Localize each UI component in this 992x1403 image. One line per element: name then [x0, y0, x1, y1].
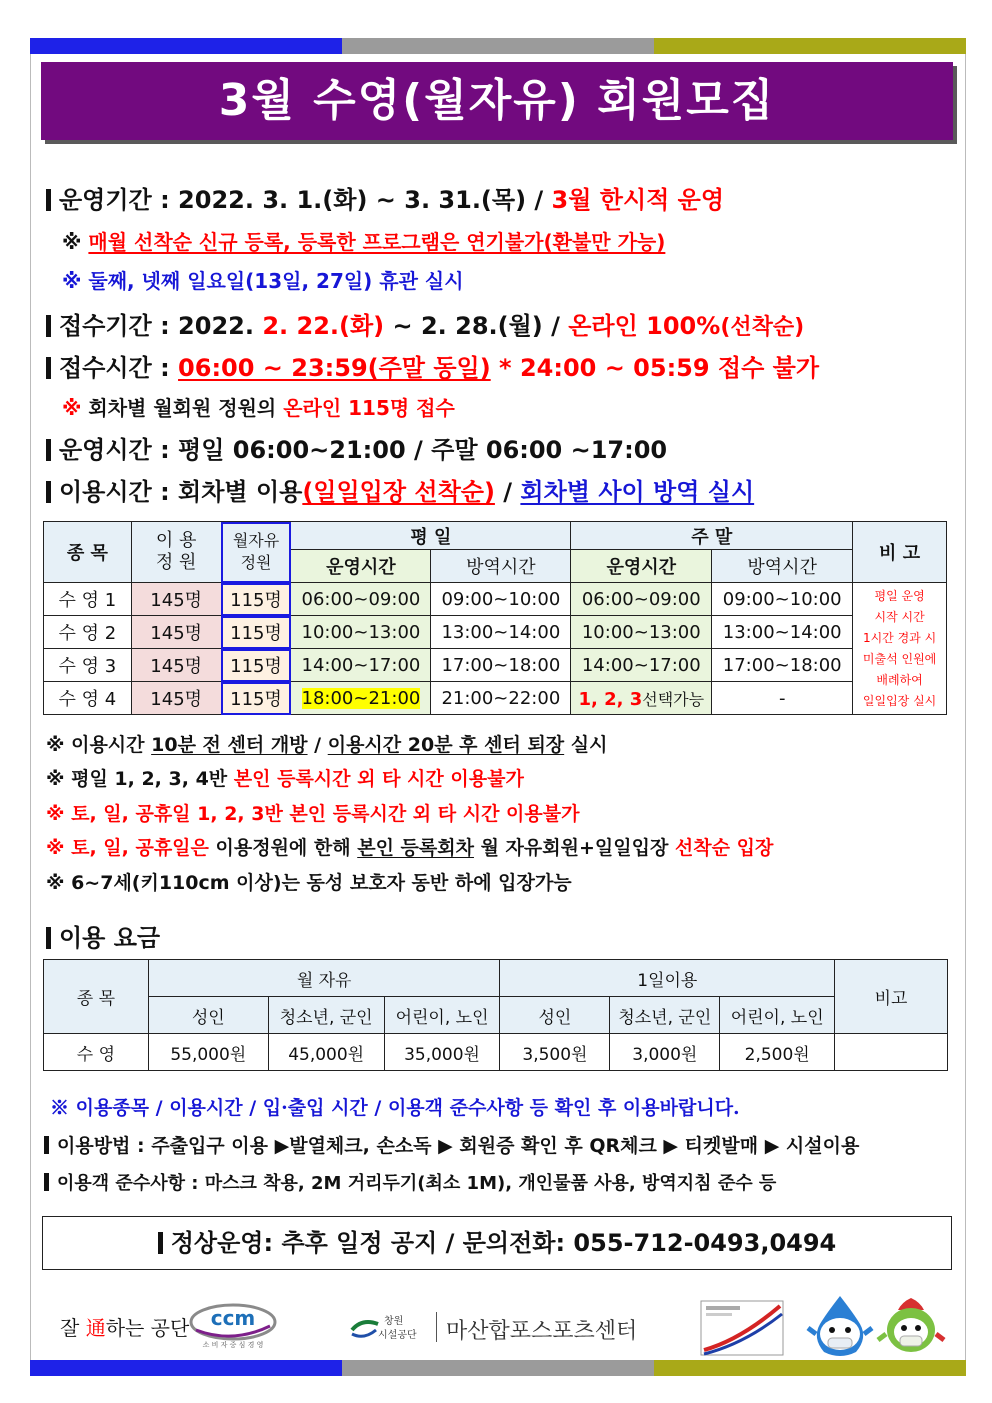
bullet-marker [46, 357, 51, 379]
customer-rules-text: 이용객 준수사항 : 마스크 착용, 2M 거리두기(최소 1M), 개인물품 사용, 방역지침 준수 등 [57, 1173, 777, 1194]
header-weekend-dis: 방역시간 [712, 550, 853, 583]
certificate-mark-icon [700, 1300, 784, 1356]
fee-header-adult: 성인 [148, 997, 268, 1034]
page-title: 3월 수영(월자유) 회원모집 [41, 62, 953, 140]
slogan-logo [60, 1312, 189, 1341]
bullet-marker [46, 315, 51, 337]
rule-line-5: ※ 6~7세(키110cm 이상)는 동성 보호자 동반 하에 입장가능 [46, 872, 572, 894]
slogan-b: 通 [85, 1316, 106, 1340]
header-weekday-op: 운영시간 [291, 550, 431, 583]
fee-daily-child: 2,500원 [720, 1034, 835, 1071]
fees-heading-text: 이용 요금 [59, 924, 161, 952]
weekend-select: 선택가능 [642, 689, 705, 709]
note2-line: ※ 둘째, 넷째 일요일(13일, 27일) 휴관 실시 [62, 269, 464, 293]
fee-header-child: 어린이, 노인 [720, 997, 835, 1034]
notice-line: ※ 이용종목 / 이용시간 / 입·출입 시간 / 이용객 준수사항 등 확인 후 이용바랍니다. [50, 1097, 740, 1119]
note1-text: 매월 선착순 신규 등록, 등록한 프로그램은 연기불가(환불만 가능) [88, 230, 666, 254]
row-monthly: 115명 [221, 682, 291, 715]
fee-header-adult: 성인 [500, 997, 610, 1034]
row-capacity: 145명 [131, 616, 221, 649]
note-mark: ※ [62, 396, 82, 420]
rule-text: 월 자유회원+일일입장 [473, 837, 675, 859]
rule-text: ※ 평일 1, 2, 3, 4반 [46, 768, 234, 790]
table-row [44, 682, 947, 715]
rule-text: / [307, 734, 328, 756]
method-line [44, 1131, 859, 1158]
blue-mascot-icon [806, 1294, 874, 1360]
header-monthly: 월자유 정원 [221, 522, 291, 583]
reception-c: ~ 2. 28.(월) / [384, 312, 569, 340]
bottom-color-bar [30, 1360, 966, 1376]
usage-c: / [494, 478, 521, 506]
rule-text: ※ 이용시간 [46, 734, 152, 756]
period-text: 운영기간 : 2022. 3. 1.(화) ~ 3. 31.(목) / [59, 186, 552, 214]
row-name: 수 영 2 [44, 616, 132, 649]
slogan-a: 잘 [60, 1316, 86, 1340]
fee-header-child: 어린이, 노인 [384, 997, 500, 1034]
row-weekend-dis: - [712, 682, 853, 715]
green-mascot-icon [876, 1294, 946, 1360]
period-highlight: 3월 한시적 운영 [551, 186, 725, 214]
reception-first-come: (선착순) [720, 315, 805, 340]
certificate-logo [700, 1300, 784, 1360]
table-row [44, 583, 947, 616]
row-weekday-op: 06:00~09:00 [291, 583, 431, 616]
rule-text: 본인 등록회차 [357, 837, 474, 859]
note3-b: 온라인 115명 접수 [283, 396, 455, 420]
row-monthly: 115명 [221, 583, 291, 616]
contact-text: 정상운영: 추후 일정 공지 / 문의전화: 055-712-0493,0494 [170, 1229, 837, 1257]
table-row [44, 616, 947, 649]
rule-line-2 [46, 764, 524, 791]
row-weekday-dis: 09:00~10:00 [431, 583, 571, 616]
reception-time-block: * 24:00 ~ 05:59 접수 불가 [490, 354, 820, 382]
swoosh-icon [350, 1316, 380, 1340]
note3-line [62, 392, 455, 421]
row-capacity: 145명 [131, 682, 221, 715]
row-weekend-dis: 13:00~14:00 [712, 616, 853, 649]
row-weekend-dis: 17:00~18:00 [712, 649, 853, 682]
header-weekend: 주 말 [571, 522, 853, 550]
rule-text: ※ 토, 일, 공휴일은 [46, 837, 209, 859]
ccm-logo [188, 1302, 278, 1352]
rule-text: 선착순 입장 [674, 837, 774, 859]
rule-text: 이용시간 20분 후 센터 퇴장 [327, 734, 565, 756]
row-weekday-dis: 21:00~22:00 [431, 682, 571, 715]
note-mark: ※ [62, 230, 89, 254]
header-capacity: 이 용 정 원 [131, 522, 221, 583]
note3-a: 회차별 월회원 정원의 [81, 396, 284, 420]
reception-time-line [46, 348, 819, 383]
header-weekday: 평 일 [291, 522, 571, 550]
fee-monthly-youth: 45,000원 [268, 1034, 384, 1071]
row-monthly: 115명 [221, 616, 291, 649]
row-weekday-op: 10:00~13:00 [291, 616, 431, 649]
row-name: 수 영 3 [44, 649, 132, 682]
row-weekend-op: 10:00~13:00 [571, 616, 712, 649]
usage-d: 회차별 사이 방역 실시 [520, 478, 755, 506]
fee-header-youth: 청소년, 군인 [610, 997, 720, 1034]
fee-header-monthly: 월 자유 [148, 960, 500, 997]
bullet-marker [46, 439, 51, 461]
header-weekend-op: 운영시간 [571, 550, 712, 583]
usage-time-line [46, 472, 754, 507]
rule-text: 실시 [564, 734, 608, 756]
bullet-marker [46, 927, 51, 949]
rule-line-1 [46, 730, 608, 757]
row-name: 수 영 1 [44, 583, 132, 616]
fee-monthly-adult: 55,000원 [148, 1034, 268, 1071]
header-weekday-dis: 방역시간 [431, 550, 571, 583]
row-weekend-op [571, 682, 712, 715]
mascot-green [876, 1294, 946, 1364]
slogan-c: 하는 공단 [105, 1316, 190, 1340]
top-color-bar [30, 38, 966, 54]
usage-a: 이용시간 : 회차별 이용 [59, 478, 303, 506]
note1-line [62, 226, 665, 255]
fees-table [43, 959, 948, 1071]
row-weekday-op: 14:00~17:00 [291, 649, 431, 682]
fee-daily-youth: 3,000원 [610, 1034, 720, 1071]
mascot-blue [806, 1294, 874, 1364]
row-weekend-dis: 09:00~10:00 [712, 583, 853, 616]
reception-online: 온라인 100% [568, 312, 721, 340]
highlighted-time: 18:00~21:00 [301, 687, 421, 709]
reception-a: 접수기간 : 2022. [59, 312, 263, 340]
reception-time-range: 06:00 ~ 23:59(주말 동일) [178, 354, 491, 382]
ccm-subtitle: 소 비 자 중 심 경 영 [202, 1341, 264, 1349]
ccm-text: ccm [210, 1306, 256, 1330]
fee-row-name: 수 영 [44, 1034, 149, 1071]
period-line [46, 180, 724, 215]
rule-text: 10분 전 센터 개방 [151, 734, 308, 756]
row-weekday-dis: 13:00~14:00 [431, 616, 571, 649]
table-row [44, 1034, 948, 1071]
fees-heading [46, 918, 160, 953]
bullet-marker [46, 189, 51, 211]
rule-text: 본인 등록시간 외 타 시간 이용불가 [233, 768, 524, 790]
reception-time-label: 접수시간 : [59, 354, 179, 382]
fee-header-youth: 청소년, 군인 [268, 997, 384, 1034]
row-capacity: 145명 [131, 649, 221, 682]
header-note: 비 고 [853, 522, 947, 583]
schedule-table [43, 521, 947, 715]
operation-time-line [46, 430, 667, 465]
rule-line-3: ※ 토, 일, 공휴일 1, 2, 3반 본인 등록시간 외 타 시간 이용불가 [46, 803, 580, 825]
fee-header-daily: 1일이용 [500, 960, 835, 997]
customer-rules-line [44, 1169, 776, 1195]
corp-name-a: 창원 [384, 1316, 404, 1327]
fee-daily-adult: 3,500원 [500, 1034, 610, 1071]
row-capacity: 145명 [131, 583, 221, 616]
operation-time-text: 운영시간 : 평일 06:00~21:00 / 주말 06:00 ~17:00 [59, 436, 668, 464]
bullet-marker [44, 1173, 49, 1191]
remark-cell: 평일 운영 시작 시간 1시간 경과 시 미출석 인원에 배례하여 일일입장 실시 [853, 583, 947, 715]
row-weekend-op: 14:00~17:00 [571, 649, 712, 682]
row-weekend-op: 06:00~09:00 [571, 583, 712, 616]
weekend-sessions: 1, 2, 3 [578, 688, 643, 710]
contact-box [42, 1216, 952, 1270]
fee-note [835, 1034, 948, 1071]
row-weekday-dis: 17:00~18:00 [431, 649, 571, 682]
logo-divider [436, 1312, 437, 1342]
header-item: 종 목 [44, 522, 132, 583]
fee-monthly-child: 35,000원 [384, 1034, 500, 1071]
usage-b: (일일입장 선착순) [302, 478, 495, 506]
fee-header-item: 종 목 [44, 960, 149, 1034]
reception-date: 2. 22.(화) [262, 312, 385, 340]
reception-line [46, 306, 804, 341]
fee-header-note: 비고 [835, 960, 948, 1034]
table-row [44, 649, 947, 682]
row-weekday-op [291, 682, 431, 715]
row-monthly: 115명 [221, 649, 291, 682]
method-text: 이용방법 : 주출입구 이용 ▶발열체크, 손소독 ▶ 회원증 확인 후 QR체크 ▶ 티켓발매 ▶ 시설이용 [57, 1135, 860, 1157]
corp-name-b: 시설공단 [378, 1330, 417, 1341]
bullet-marker [44, 1136, 49, 1154]
center-name: 마산합포스포츠센터 [446, 1319, 638, 1344]
bullet-marker [158, 1232, 163, 1254]
row-name: 수 영 4 [44, 682, 132, 715]
rule-line-4 [46, 833, 773, 860]
center-logo [350, 1310, 650, 1346]
rule-text: 이용정원에 한해 [208, 837, 358, 859]
bullet-marker [46, 481, 51, 503]
